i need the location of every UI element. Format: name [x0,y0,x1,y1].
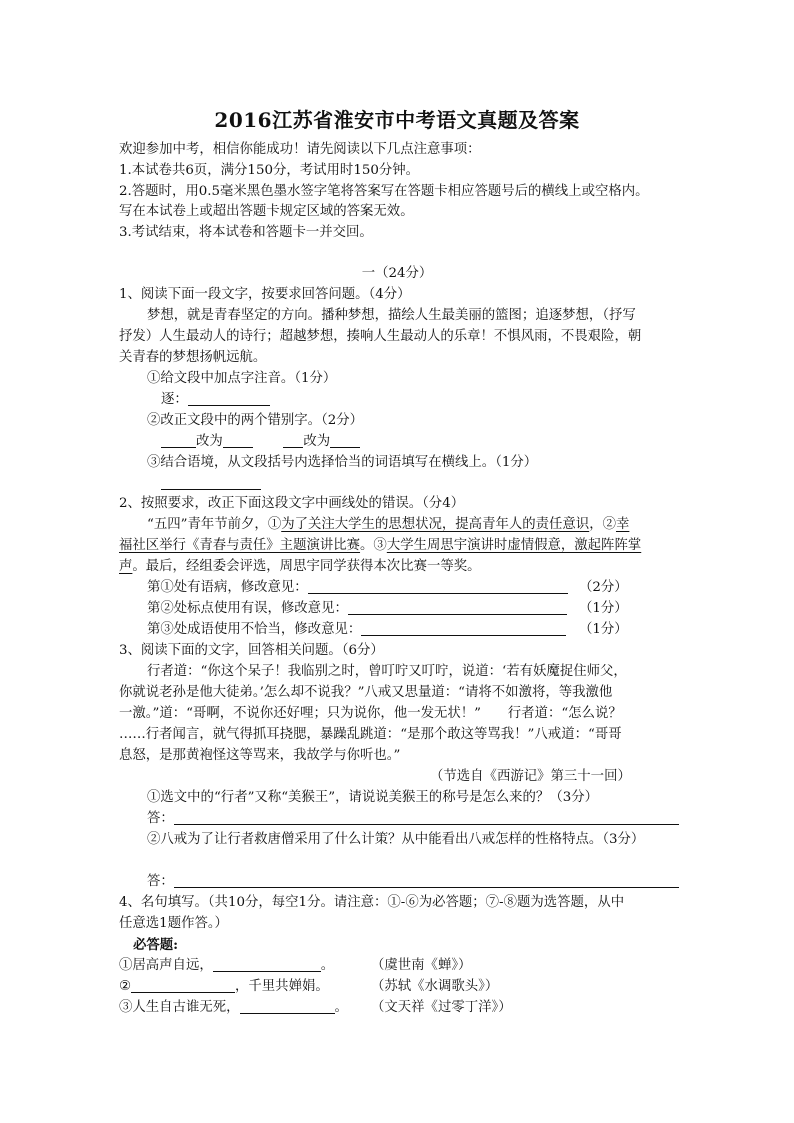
points-label: （2分） [579,580,628,595]
answer-blank[interactable] [174,873,679,888]
passage-text: “五四”青年节前夕，① [147,517,282,532]
q1-answer-row-1 [161,390,270,410]
quote-source: （苏轼《水调歌头》） [371,979,499,994]
q1-passage-line: 关青春的梦想扬帆远航。 [119,350,267,365]
intro-line-3: 2.答题时，用0.5毫米黑色墨水签字笔将答案写在答题卡相应答题号后的横线上或空格内。 [119,184,649,199]
points-label: （1分） [579,622,628,637]
q4-item-3 [119,998,348,1018]
q2-passage-line [119,557,481,577]
q2-revision-row-3 [147,620,566,640]
answer-label: 答： [147,874,174,889]
quote-text: ③人生自古谁无死， [119,1000,240,1015]
page-title: 2016江苏省淮安市中考语文真题及答案 [214,108,580,132]
underlined-text-2: 福社区举行《青春与责任》主题演讲比赛 [119,538,361,553]
q2-revision-row-1 [147,578,568,598]
quote-text: 。 [320,958,335,973]
q4-item-1 [119,956,334,976]
quote-text: ② [119,979,132,994]
passage-text: ，② [589,517,616,532]
answer-blank[interactable] [174,810,679,825]
answer-blank[interactable] [223,433,253,448]
points-label: （1分） [579,601,628,616]
q1-subquestion-2: ②改正文段中的两个错别字。（2分） [147,413,364,428]
q3-passage-line: 你就说老孙是他大徒弟。’怎么却不说我？”八戒又思量道：“请将不如激将，等我激他 [119,685,613,700]
quote-text: ①居高声自远， [119,958,213,973]
q1-passage-line: 梦想，就是青春坚定的方向。播种梦想，描绘人生最美丽的篮图；追逐梦想，（抒写 [147,308,636,323]
q3-passage-line: 一激。”道：“哥啊，不说你还好哩；只为说你，他一发无状！” 行者道：“怎么说？ [119,706,622,721]
underlined-text-1: 为了关注大学生的思想状况，提高青年人的责任意识 [281,517,590,532]
quote-text: ，千里共婵娟。 [235,979,329,994]
revision-label: 第①处有语病，修改意见： [147,580,308,595]
q3-passage-line: 行者道：“你这个呆子！我临别之时，曾叮咛又叮咛，说道：‘若有妖魔捉住师父， [147,664,627,679]
q1-answer-label: 逐： [161,392,188,407]
intro-line-4: 写在本试卷上或超出答题卡规定区域的答案无效。 [119,204,414,219]
answer-blank[interactable] [240,999,335,1014]
q1-subquestion-3: ③结合语境，从文段括号内选择恰当的词语填写在横线上。（1分） [147,455,538,470]
correction-label: 改为 [303,434,331,449]
q3-passage-line: ……行者闻言，就气得抓耳挠腮，暴躁乱跳道：“是那个敢这等骂我！”八戒道：“哥哥 [119,727,622,742]
q3-heading: 3、阅读下面的文字，回答相关问题。（6分） [119,643,384,658]
q2-heading: 2、按照要求，改正下面这段文字中画线处的错误。（分4） [119,496,465,511]
q4-item-2 [119,977,329,997]
revision-label: 第③处成语使用不恰当，修改意见： [147,622,362,637]
answer-blank[interactable] [361,621,566,636]
q3-source: （节选自《西游记》第三十一回） [430,769,631,784]
answer-blank[interactable] [330,433,360,448]
q3-subquestion-1: ①选文中的“行者”又称“美猴王”，请说说美猴王的称号是怎么来的？（3分） [147,790,599,805]
q3-subquestion-2: ②八戒为了让行者救唐僧采用了什么计策？从中能看出八戒怎样的性格特点。（3分） [147,832,645,847]
required-label: 必答题: [133,937,179,953]
answer-label: 答： [147,811,174,826]
q1-answer-row-2 [161,432,360,452]
q2-passage-line [147,515,629,535]
q1-answer-row-3 [161,474,261,494]
answer-blank[interactable] [188,391,270,406]
underlined-text-2: 幸 [615,517,630,532]
intro-line-2: 1.本试卷共6页，满分150分，考试用时150分钟。 [119,163,420,178]
intro-line-5: 3.考试结束，将本试卷和答题卡一并交回。 [119,225,373,240]
answer-blank[interactable] [161,475,261,490]
q1-passage-line: 抒发）人生最动人的诗行；超越梦想，揍响人生最动人的乐章！不惧风雨，不畏艰险，朝 [119,329,642,344]
answer-blank[interactable] [348,600,567,615]
revision-label: 第②处标点使用有误，修改意见： [147,601,348,616]
quote-source: （文天祥《过零丁洋》） [371,1000,512,1015]
q2-revision-row-2 [147,599,567,619]
q3-answer-row-1 [147,809,679,829]
quote-text: 。 [334,1000,348,1015]
answer-blank[interactable] [308,579,568,594]
quote-source: （虞世南《蝉》） [371,958,472,973]
underlined-text-3: 声 [119,559,133,574]
answer-blank[interactable] [131,978,235,993]
answer-blank[interactable] [283,433,303,448]
q3-passage-line: 息怒，是那黄袍怪这等骂来，我故学与你听也。” [119,748,401,763]
underlined-text-3: 大学生周思宇演讲时虚情假意，激起阵阵掌 [386,538,642,553]
section-heading: 一（24分） [361,266,433,281]
correction-label: 改为 [196,434,223,449]
q2-passage-line [119,536,641,556]
q1-heading: 1、阅读下面一段文字，按要求回答问题。（4分） [119,287,411,302]
answer-blank[interactable] [161,433,196,448]
answer-blank[interactable] [213,957,321,972]
passage-text: 。最后，经组委会评选，周思宇同学获得本次比赛一等奖。 [132,559,481,574]
passage-text: 。③ [360,538,387,553]
q4-heading-cont: 任意选1题作答。） [119,916,228,931]
intro-line-1: 欢迎参加中考，相信你能成功！请先阅读以下几点注意事项： [119,142,481,157]
q3-answer-row-2 [147,872,679,892]
q1-subquestion-1: ①给文段中加点字注音。（1分） [147,371,337,386]
q4-heading: 4、名句填写。（共10分，每空1分。请注意：①-⑥为必答题；⑦-⑧题为选答题，从中 [119,895,625,910]
